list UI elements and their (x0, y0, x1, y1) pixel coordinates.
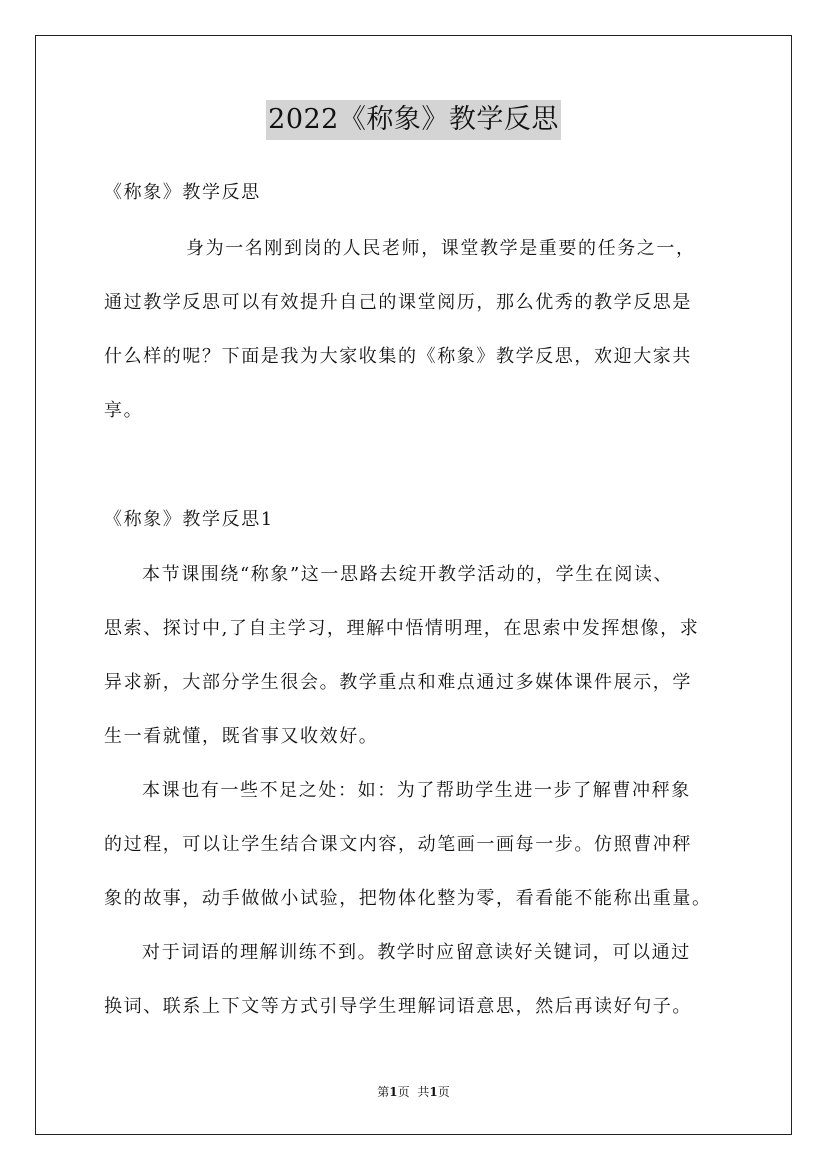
footer-total-number: 1 (429, 1085, 438, 1099)
title-container (0, 100, 827, 140)
intro-line: 什么样的呢？下面是我为大家收集的《称象》教学反思，欢迎大家共 (104, 346, 692, 367)
paragraph-line: 象的故事，动手做做小试验，把物体化整为零，看看能不能称出重量。 (104, 888, 712, 909)
document-subtitle: 《称象》教学反思 (104, 182, 261, 203)
paragraph-line: 本课也有一些不足之处：如：为了帮助学生进一步了解曹冲秤象 (142, 780, 691, 801)
paragraph-line: 换词、联系上下文等方式引导学生理解词语意思，然后再读好句子。 (104, 996, 692, 1017)
paragraph-line: 本节课围绕“称象”这一思路去绽开教学活动的，学生在阅读、 (142, 564, 674, 585)
intro-line: 通过教学反思可以有效提升自己的课堂阅历，那么优秀的教学反思是 (104, 292, 692, 313)
intro-line: 享。 (104, 400, 144, 421)
paragraph-line: 生一看就懂，既省事又收效好。 (104, 726, 379, 747)
footer-total-prefix: 共 (417, 1085, 430, 1099)
footer-total-suffix: 页 (437, 1085, 450, 1099)
section-heading: 《称象》教学反思1 (104, 509, 274, 530)
paragraph-line: 异求新，大部分学生很会。教学重点和难点通过多媒体课件展示，学 (104, 672, 692, 693)
footer-page-number: 1 (389, 1085, 398, 1099)
page-footer (0, 1084, 827, 1100)
paragraph-line: 对于词语的理解训练不到。教学时应留意读好关键词，可以通过 (142, 942, 691, 963)
intro-line: 身为一名刚到岗的人民老师，课堂教学是重要的任务之一， (186, 238, 696, 259)
paragraph-line: 的过程，可以让学生结合课文内容，动笔画一画每一步。仿照曹冲秤 (104, 834, 692, 855)
footer-page-prefix: 第 (377, 1085, 390, 1099)
footer-page-suffix: 页 (397, 1085, 410, 1099)
paragraph-line: 思索、探讨中,了自主学习，理解中悟情明理，在思索中发挥想像，求 (104, 618, 700, 639)
document-title: 2022《称象》教学反思 (266, 100, 561, 140)
